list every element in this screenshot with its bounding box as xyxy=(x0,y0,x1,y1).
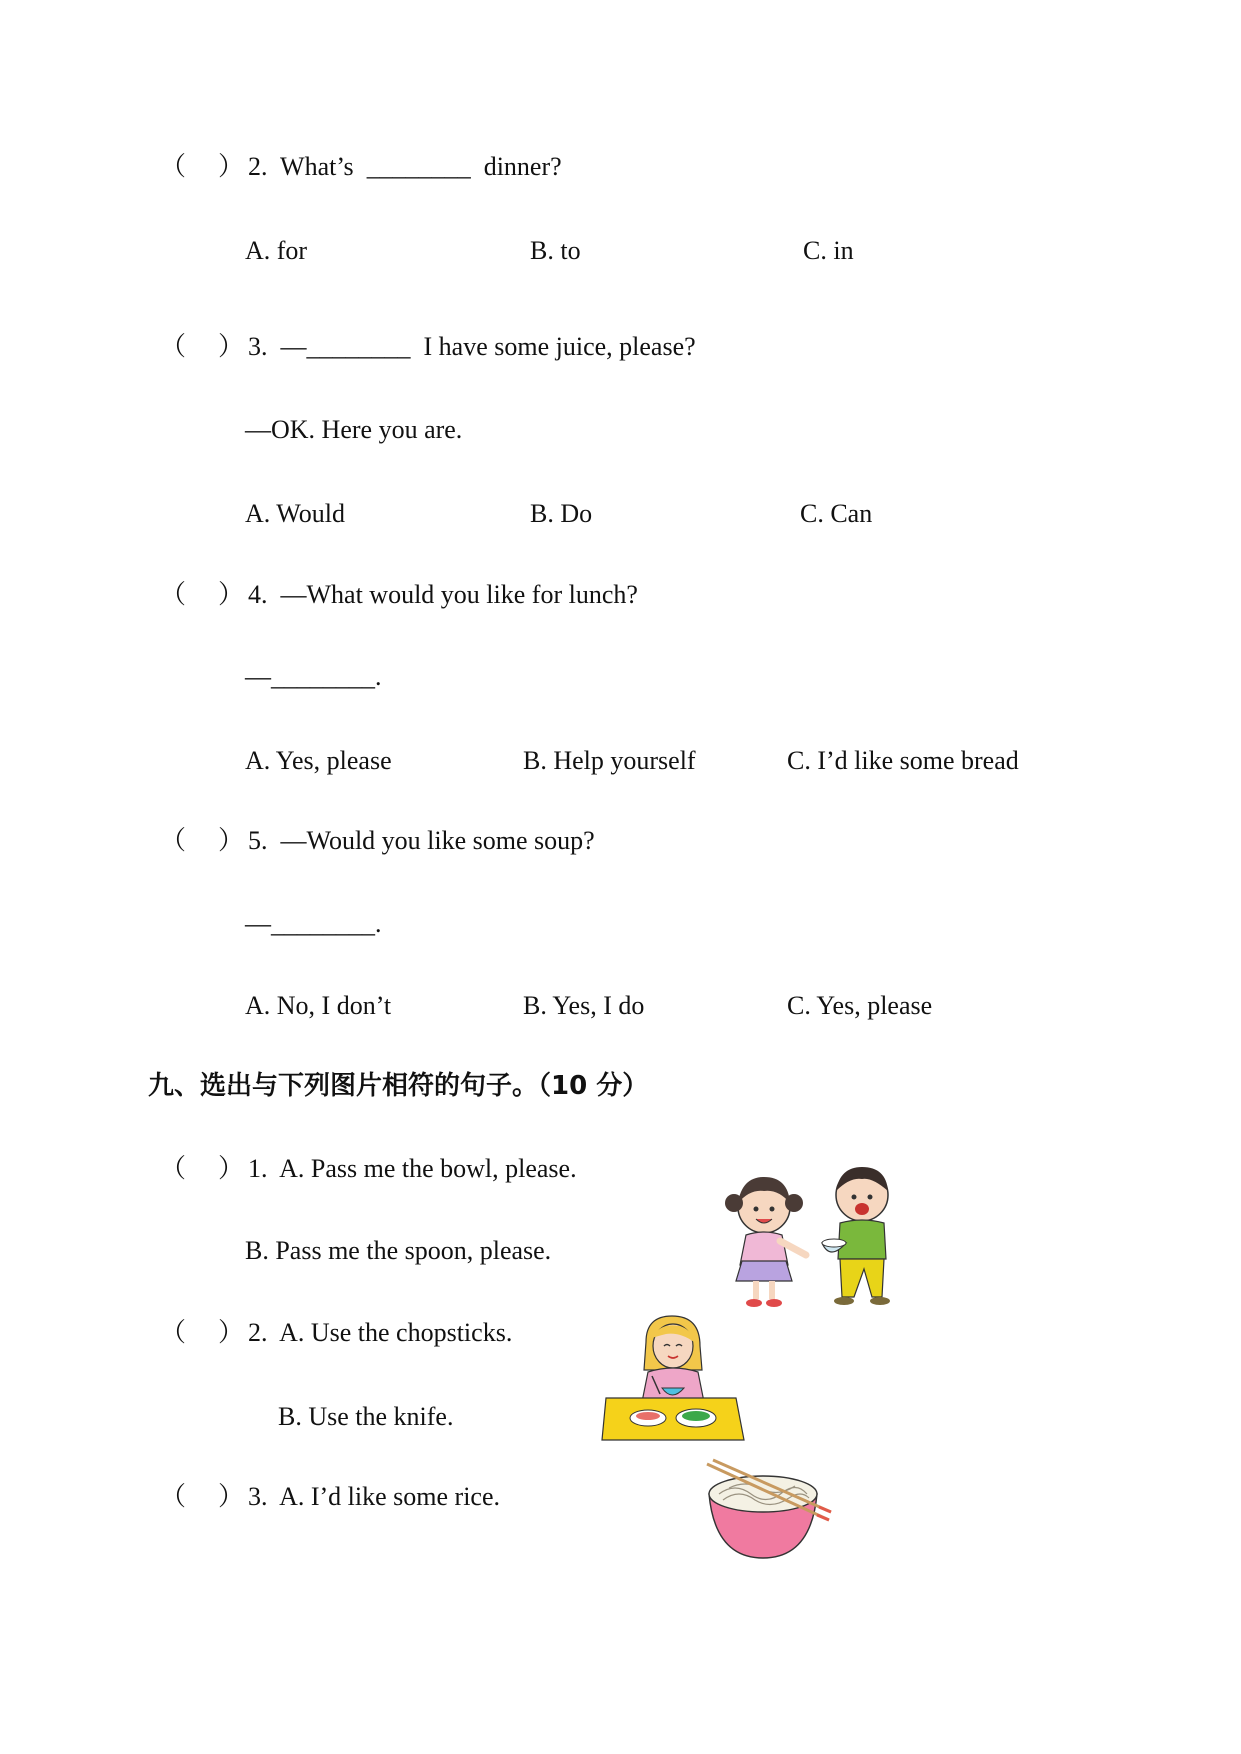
option-b: B. Yes, I do xyxy=(523,991,645,1020)
kids-with-bowl-icon xyxy=(722,1165,902,1315)
option-a: A. Use the chopsticks. xyxy=(279,1318,513,1347)
option-c: C. Can xyxy=(800,499,873,528)
question-text: —Would you like some soup? xyxy=(280,826,595,855)
answer-paren-open: （ xyxy=(160,152,187,181)
answer-blank: ________ xyxy=(366,152,471,181)
answer-paren-close: ） xyxy=(218,332,245,361)
question-text: What’s xyxy=(280,152,354,181)
option-c: C. in xyxy=(803,236,854,265)
answer-paren-open: （ xyxy=(160,1154,187,1183)
option-a: A. I’d like some rice. xyxy=(279,1482,501,1511)
question-2 xyxy=(248,152,562,182)
option-a: A. for xyxy=(245,236,308,265)
picture-question-2 xyxy=(248,1318,512,1348)
option-a: A. Yes, please xyxy=(245,746,392,775)
question-number: 4. xyxy=(248,580,268,609)
option-b: B. Do xyxy=(530,499,593,528)
dialogue-answer: —OK. Here you are. xyxy=(245,415,463,444)
answer-blank: ________ xyxy=(306,332,411,361)
noodle-bowl-icon xyxy=(705,1458,835,1563)
dialogue-dash: — xyxy=(245,662,271,691)
option-a: A. No, I don’t xyxy=(245,991,392,1020)
option-c: C. Yes, please xyxy=(787,991,933,1020)
question-number: 2. xyxy=(248,152,268,181)
question-number: 2. xyxy=(248,1318,268,1347)
question-text: I have some juice, please? xyxy=(423,332,696,361)
answer-paren-close: ） xyxy=(218,580,245,609)
question-3 xyxy=(248,332,696,362)
answer-paren-open: （ xyxy=(160,1318,187,1347)
option-a: A. Pass me the bowl, please. xyxy=(279,1154,577,1183)
answer-paren-close: ） xyxy=(218,1482,245,1511)
picture-question-3 xyxy=(248,1482,500,1512)
option-b: B. Use the knife. xyxy=(278,1402,454,1431)
option-c: C. I’d like some bread xyxy=(787,746,1019,775)
answer-paren-open: （ xyxy=(160,332,187,361)
question-number: 1. xyxy=(248,1154,268,1183)
answer-blank: ________ xyxy=(271,909,375,938)
question-4 xyxy=(248,580,638,610)
question-number: 3. xyxy=(248,1482,268,1511)
dialogue-dash: — xyxy=(280,332,307,361)
dialogue-answer xyxy=(245,662,382,692)
period: . xyxy=(375,909,382,938)
option-b: B. Pass me the spoon, please. xyxy=(245,1236,552,1265)
answer-paren-close: ） xyxy=(218,1318,245,1347)
answer-paren-close: ） xyxy=(218,152,245,181)
answer-paren-open: （ xyxy=(160,1482,187,1511)
dialogue-answer xyxy=(245,909,382,939)
period: . xyxy=(375,662,382,691)
question-text: dinner? xyxy=(483,152,562,181)
option-b: B. Help yourself xyxy=(523,746,696,775)
question-text: —What would you like for lunch? xyxy=(280,580,638,609)
answer-paren-close: ） xyxy=(218,826,245,855)
option-b: B. to xyxy=(530,236,581,265)
question-number: 5. xyxy=(248,826,268,855)
option-a: A. Would xyxy=(245,499,345,528)
girl-at-table-icon xyxy=(600,1312,750,1452)
section-title: 九、选出与下列图片相符的句子。（10 分） xyxy=(148,1071,649,1101)
answer-paren-close: ） xyxy=(218,1154,245,1183)
answer-paren-open: （ xyxy=(160,826,187,855)
dialogue-dash: — xyxy=(245,909,271,938)
answer-blank: ________ xyxy=(271,662,375,691)
answer-paren-open: （ xyxy=(160,580,187,609)
question-5 xyxy=(248,826,595,856)
picture-question-1 xyxy=(248,1154,577,1184)
question-number: 3. xyxy=(248,332,268,361)
